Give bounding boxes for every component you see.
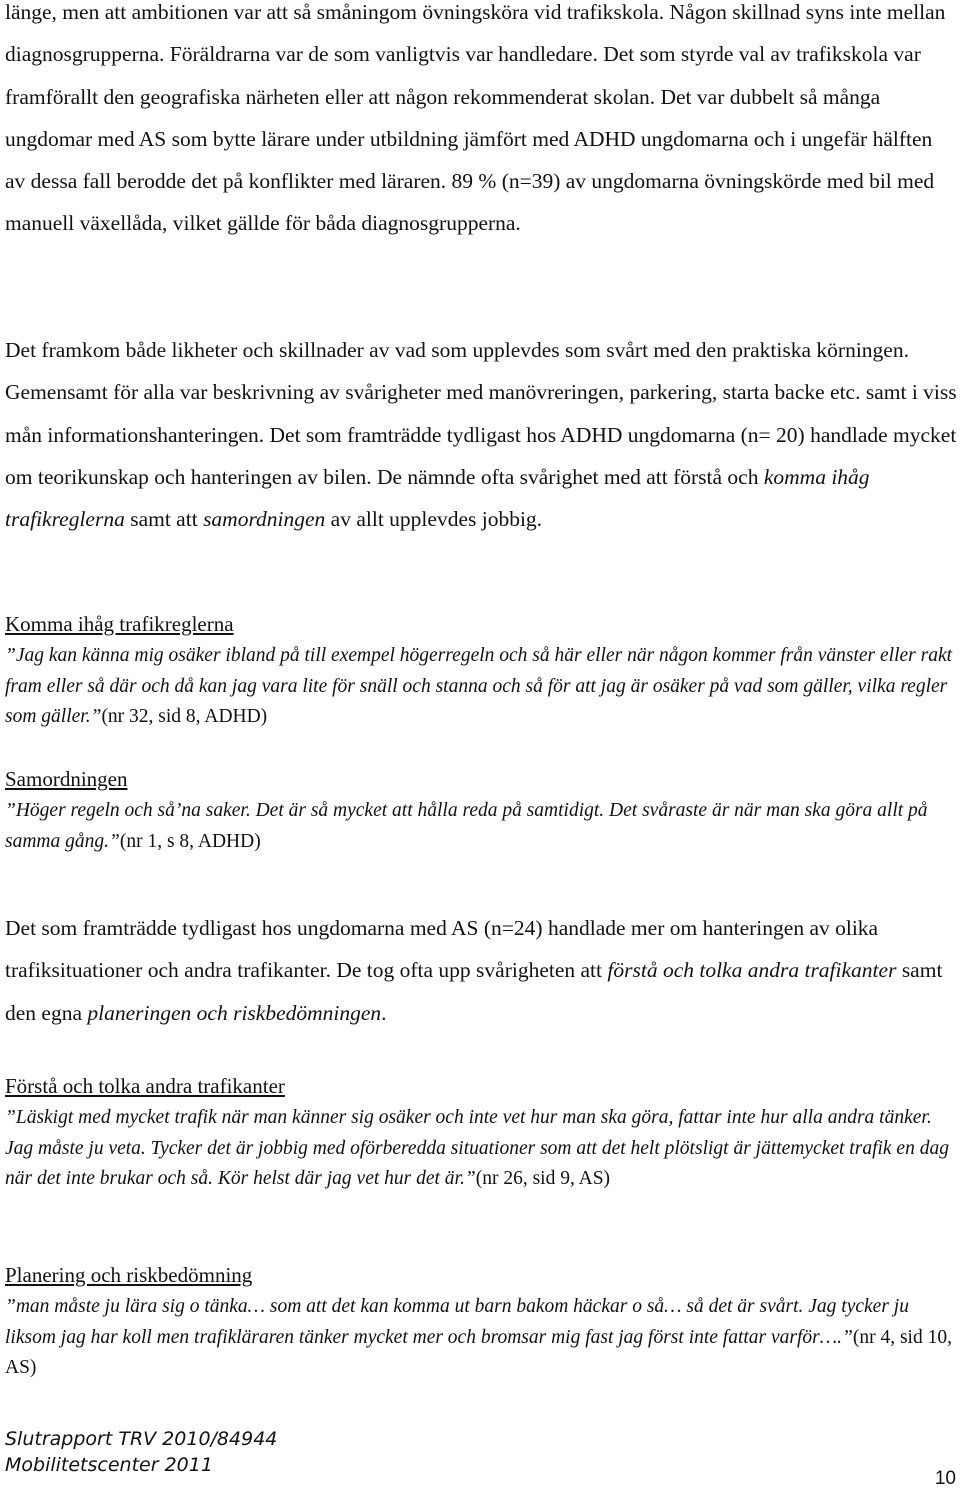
footer-report-id: Slutrapport TRV 2010/84944 [5,1428,278,1450]
paragraph-3-emphasis-1: förstå och tolka andra trafikanter [607,958,897,983]
quote-4-text: ”man måste ju lära sig o tänka… som att det kan komma ut barn bakom häckar o så… så det är svårt. Jag tycker ju liksom jag har koll men trafikläraren tänker mycket mer och bromsar mig fast jag först inte fattar varför….” [5,1296,909,1348]
paragraph-3-text-c: . [381,1000,387,1025]
section-heading-komma-ihag: Komma ihåg trafikreglerna [5,612,234,636]
section-heading-samordningen: Samordningen [5,767,128,791]
quote-3-text: ”Läskigt med mycket trafik när man känner sig osäker och inte vet hur man ska göra, fattar inte hur alla andra tänker. Jag måste ju veta. Tycker det är jobbig med oförberedda situationer som att det helt plötsligt är jättemycket trafik en dag när det inte brukar och så. Kör helst där jag vet hur det är.” [5,1107,949,1189]
quote-1 [5,641,957,733]
quote-3-reference: (nr 26, sid 9, AS) [475,1168,611,1189]
quote-2 [5,796,957,857]
paragraph-3 [5,907,957,1034]
section-heading-forsta-och-tolka: Förstå och tolka andra trafikanter [5,1074,285,1098]
paragraph-2-text-a: Det framkom både likheter och skillnader av vad som upplevdes som svårt med den praktiska körningen. Gemensamt för alla var beskrivning av svårigheter med manövreringen, parkering, starta backe etc. samt i viss mån informationshanteringen. Det som framträdde tydligast hos ADHD ungdomarna (n= 20) handlade mycket om teorikunskap och hanteringen av bilen. De nämnde ofta svårighet med att förstå och [5,338,957,489]
paragraph-2-text-b: samt att [124,507,204,532]
paragraph-2-emphasis-1: komma ihåg trafikreglerna [5,464,870,532]
paragraph-3-text-b: samt den egna [5,958,943,1025]
paragraph-2-text-c: av allt upplevdes jobbig. [325,507,543,532]
section-heading-planering: Planering och riskbedömning [5,1263,253,1287]
paragraph-3-emphasis-2: planeringen och riskbedömningen [87,1000,382,1025]
quote-4 [5,1292,957,1384]
paragraph-2-emphasis-2: samordningen [203,507,326,532]
quote-1-text: ”Jag kan känna mig osäker ibland på till exempel högerregeln och så här eller när någon kommer från vänster eller rakt fram eller så där och då kan jag vara lite för snäll och stanna och så för att jag är osäker på vad som gäller, vilka regler som gäller.” [5,645,953,727]
paragraph-3-text-a: Det som framträdde tydligast hos ungdomarna med AS (n=24) handlade mer om hanteringen av olika trafiksituationer och andra trafikanter. De tog ofta upp svårigheten att [5,916,879,983]
quote-2-reference: (nr 1, s 8, ADHD) [119,830,261,852]
footer [5,1426,277,1478]
paragraph-1: länge, men att ambitionen var att så småningom övningsköra vid trafikskola. Någon skillnad syns inte mellan diagnosgrupperna. Föräldrarna var de som vanligtvis var handledare. Det som styrde val av trafikskola var framförallt den geografiska närheten eller att någon rekommenderat skolan. Det var dubbelt så många ungdomar med AS som bytte lärare under utbildning jämfört med ADHD ungdomarna och i ungefär hälften av dessa fall berodde det på konflikter med läraren. 89 % (n=39) av ungdomarna övningskörde med bil med manuell växellåda, vilket gällde för båda diagnosgrupperna. [5,0,946,236]
page-number: 10 [934,1468,956,1489]
quote-2-text: ”Höger regeln och så’na saker. Det är så mycket att hålla reda på samtidigt. Det svåraste är när man ska göra allt på samma gång.” [5,800,928,852]
quote-4-reference: (nr 4, sid 10, AS) [5,1326,952,1378]
quote-3 [5,1103,957,1195]
quote-1-reference: (nr 32, sid 8, ADHD) [101,706,268,727]
footer-organization: Mobilitetscenter 2011 [5,1454,213,1476]
paragraph-2 [5,329,957,540]
